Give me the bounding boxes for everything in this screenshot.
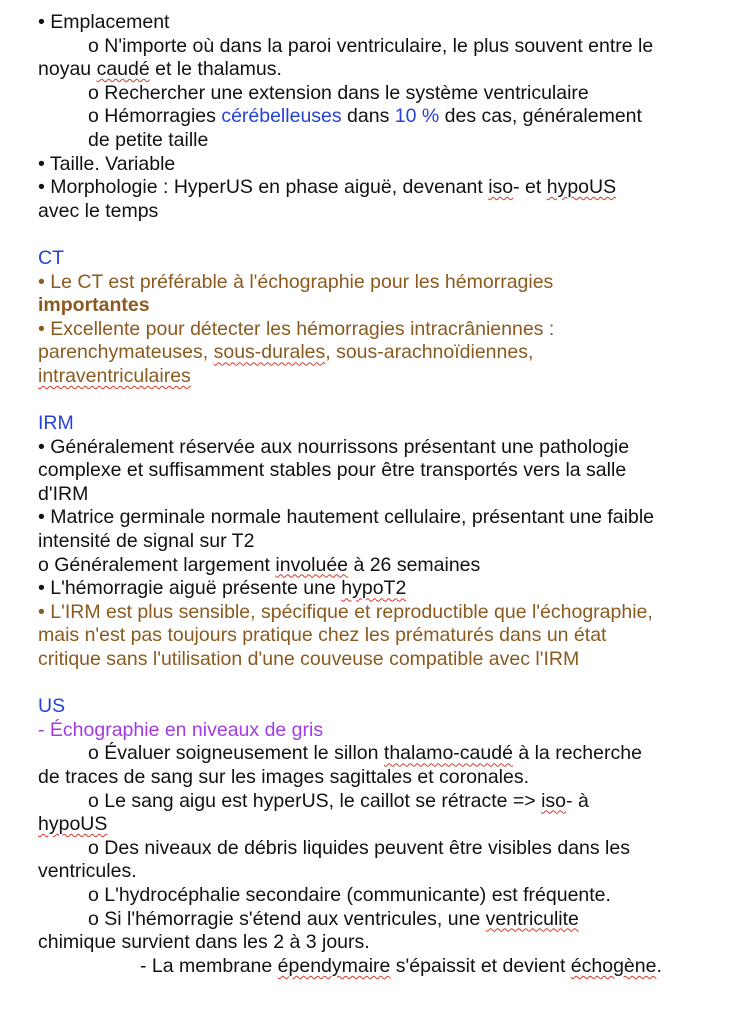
us-subheading: - Échographie en niveaux de gris xyxy=(38,718,324,741)
ct-bullet-2-cont2 xyxy=(38,365,728,389)
irm-bullet-3 xyxy=(38,577,728,601)
heading-irm: IRM xyxy=(38,412,74,435)
irm-bullet-4-cont2: critique sans l'utilisation d'une couveuse compatible avec l'IRM xyxy=(38,648,580,671)
text-run: o Évaluer soigneusement le sillon xyxy=(88,742,384,765)
irm-bullet-1: • Généralement réservée aux nourrissons présentant une pathologie xyxy=(38,435,630,458)
ct-bullet-2-cont xyxy=(38,341,728,365)
spellcheck-word[interactable]: involuée xyxy=(275,553,349,576)
us-item-6 xyxy=(38,955,728,979)
highlight-text: cérébelleuses xyxy=(221,105,342,128)
sub-item-extension: o Rechercher une extension dans le système ventriculaire xyxy=(88,81,589,104)
bullet-emplacement: • Emplacement xyxy=(38,11,170,33)
spellcheck-word[interactable]: thalamo-caudé xyxy=(383,742,513,765)
us-item-1 xyxy=(38,742,728,766)
text-run: des cas, généralement xyxy=(439,105,642,128)
heading-us: US xyxy=(38,695,66,718)
bullet-morphologie-cont: avec le temps xyxy=(38,199,159,222)
bullet-morphologie xyxy=(38,176,728,200)
sub-item-location: o N'importe où dans la paroi ventriculaire, le plus souvent entre le xyxy=(88,34,654,57)
ct-bullet-2: • Excellente pour détecter les hémorragies intracrâniennes : xyxy=(38,317,555,340)
ct-bullet-1: • Le CT est préférable à l'échographie pour les hémorragies xyxy=(38,270,554,293)
us-item-3: o Des niveaux de débris liquides peuvent être visibles dans les xyxy=(88,836,630,859)
spellcheck-word[interactable]: hypoUS xyxy=(38,813,108,836)
text-run: noyau xyxy=(38,58,97,81)
spellcheck-word[interactable]: iso xyxy=(541,789,567,812)
spellcheck-word[interactable]: iso xyxy=(488,176,514,199)
sub-item-hemorrhage-cont: de petite taille xyxy=(88,128,209,151)
spellcheck-word[interactable]: ventriculite xyxy=(485,907,579,930)
sub-item-hemorrhage xyxy=(38,105,728,129)
text-run: parenchymateuses, xyxy=(38,341,214,364)
irm-bullet-1-cont: complexe et suffisamment stables pour être transportés vers la salle xyxy=(38,459,627,482)
us-item-1-cont: de traces de sang sur les images sagittales et coronales. xyxy=(38,766,530,788)
text-run: - La membrane xyxy=(140,954,278,977)
text-run: • L'hémorragie aiguë présente une xyxy=(38,577,342,600)
text-run: , sous-arachnoïdiennes, xyxy=(325,341,534,364)
irm-bullet-2-cont: intensité de signal sur T2 xyxy=(38,530,255,553)
spellcheck-word[interactable]: échogène xyxy=(570,954,657,977)
us-item-4: o L'hydrocéphalie secondaire (communicante) est fréquente. xyxy=(88,883,611,906)
irm-bullet-4: • L'IRM est plus sensible, spécifique et reproductible que l'échographie, xyxy=(38,600,653,623)
spellcheck-word[interactable]: hypoT2 xyxy=(341,577,407,600)
heading-ct: CT xyxy=(38,246,64,269)
spacer xyxy=(38,672,728,696)
text-run: o Si l'hémorragie s'étend aux ventricules, une xyxy=(88,907,486,930)
ct-bullet-1-cont: importantes xyxy=(38,294,150,317)
text-run: • Morphologie : HyperUS en phase aiguë, devenant xyxy=(38,176,489,199)
us-item-5-cont: chimique survient dans les 2 à 3 jours. xyxy=(38,931,370,954)
us-item-2-cont xyxy=(38,813,728,837)
text-run: et le thalamus. xyxy=(149,58,282,81)
sub-item-location-cont xyxy=(38,58,728,82)
us-item-5 xyxy=(38,908,728,932)
us-item-3-cont: ventricules. xyxy=(38,860,137,883)
text-run: . xyxy=(656,954,662,977)
spellcheck-word[interactable]: sous-durales xyxy=(213,341,326,364)
spellcheck-word[interactable]: intraventriculaires xyxy=(38,364,191,387)
bullet-taille: • Taille. Variable xyxy=(38,152,176,175)
us-item-2 xyxy=(38,790,728,814)
irm-bullet-1-cont2: d'IRM xyxy=(38,482,89,505)
irm-bullet-4-cont: mais n'est pas toujours pratique chez les prématurés dans un état xyxy=(38,624,607,647)
text-run: à la recherche xyxy=(512,742,642,765)
spacer xyxy=(38,389,728,413)
spacer xyxy=(38,223,728,247)
text-run: s'épaissit et devient xyxy=(390,954,571,977)
irm-bullet-2: • Matrice germinale normale hautement cellulaire, présentant une faible xyxy=(38,506,654,529)
irm-sub-item xyxy=(38,554,728,578)
highlight-text: 10 % xyxy=(394,105,440,128)
text-run: o Hémorragies xyxy=(88,105,222,128)
text-run: dans xyxy=(341,105,395,128)
spellcheck-word[interactable]: épendymaire xyxy=(277,954,391,977)
document-body xyxy=(38,11,728,978)
text-run: - à xyxy=(566,789,589,812)
spellcheck-word[interactable]: caudé xyxy=(96,58,150,81)
spellcheck-word[interactable]: hypoUS xyxy=(546,176,617,199)
text-run: à 26 semaines xyxy=(348,553,481,576)
text-run: - et xyxy=(513,176,547,199)
text-run: o Le sang aigu est hyperUS, le caillot se rétracte => xyxy=(88,789,542,812)
text-run: o Généralement largement xyxy=(38,553,276,576)
